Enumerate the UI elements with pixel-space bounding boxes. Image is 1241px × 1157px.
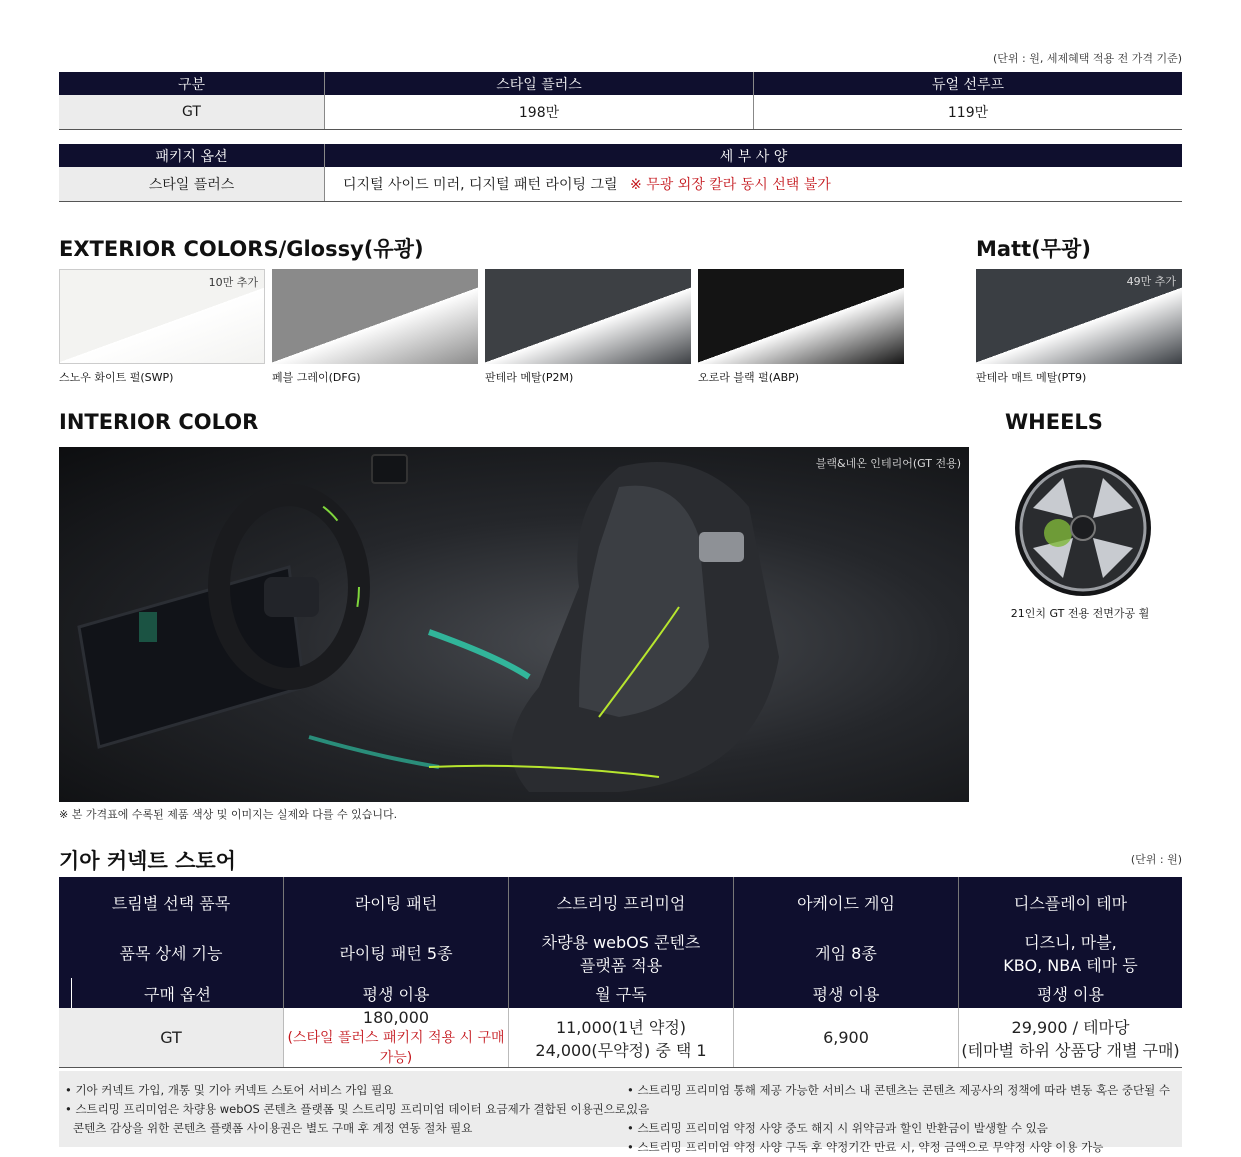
interior-photo-illustration xyxy=(59,447,969,802)
price-cell: 119만 xyxy=(754,95,1183,130)
detail-line: KBO, NBA 테마 등 xyxy=(1003,955,1138,975)
notes-right xyxy=(627,1081,1182,1157)
swatch-label: 판테라 메탈(P2M) xyxy=(485,371,574,384)
streaming-price-line: 24,000(무약정) 중 택 1 xyxy=(535,1040,707,1060)
swatch-aurora-black-pearl[interactable] xyxy=(698,269,904,364)
streaming-price-cell xyxy=(509,1008,734,1068)
note-item: • 기아 커넥트 가입, 개통 및 기아 커넥트 스토어 서비스 가입 필요 xyxy=(65,1083,394,1097)
trim-cell: GT xyxy=(59,95,325,130)
store-header-cell: 디스플레이 테마 xyxy=(959,877,1183,927)
store-header-cell: 스트리밍 프리미엄 xyxy=(509,877,734,927)
detail-cell: 라이팅 패턴 5종 xyxy=(284,927,509,978)
notes-box xyxy=(59,1071,1182,1154)
table-header: 구분 xyxy=(59,72,325,95)
store-header-cell: 라이팅 패턴 xyxy=(284,877,509,927)
table-header: 스타일 플러스 xyxy=(325,72,754,95)
note-item: • 스트리밍 프리미엄 약정 사양 중도 해지 시 위약금과 할인 반환금이 발생할 수 있음 xyxy=(627,1121,1048,1135)
theme-price-cell xyxy=(959,1008,1183,1068)
detail-cell xyxy=(959,927,1183,978)
arcade-price-cell: 6,900 xyxy=(734,1008,959,1068)
purchase-cell: 평생 이용 xyxy=(959,978,1183,1008)
theme-price-line: (테마별 하위 상품당 개별 구매) xyxy=(961,1040,1180,1060)
wheel-illustration xyxy=(1013,458,1153,598)
detail-line: 플랫폼 적용 xyxy=(579,955,663,975)
theme-price-line: 29,900 / 테마당 xyxy=(1011,1017,1130,1037)
price-cell: 198만 xyxy=(325,95,754,130)
lighting-price-cell xyxy=(284,1008,509,1068)
note-item: • 스트리밍 프리미엄 약정 사양 구독 후 약정기간 만료 시, 약정 금액으로 무약정 사양 이용 가능 xyxy=(627,1140,1104,1154)
swatch-snow-white-pearl[interactable] xyxy=(59,269,265,364)
swatch-label: 판테라 매트 메탈(PT9) xyxy=(976,371,1087,384)
store-header-cell: 트림별 선택 품목 xyxy=(59,877,284,927)
interior-photo-tag: 블랙&네온 인테리어(GT 전용) xyxy=(815,457,961,470)
wheels-title: WHEELS xyxy=(1005,410,1103,434)
store-title: 기아 커넥트 스토어 xyxy=(59,849,236,873)
package-detail xyxy=(325,167,1183,202)
swatch-label: 페블 그레이(DFG) xyxy=(272,371,361,384)
interior-photo xyxy=(59,447,969,802)
swatch-panthera-metal[interactable] xyxy=(485,269,691,364)
exterior-matt-title: Matt(무광) xyxy=(976,237,1091,261)
package-note: ※ 무광 외장 칼라 동시 선택 불가 xyxy=(630,177,831,193)
store-trim-cell: GT xyxy=(59,1008,284,1068)
detail-line: 디즈니, 마블, xyxy=(1024,932,1117,952)
swatch-price-tag: 49만 추가 xyxy=(1126,275,1176,288)
wheel-image xyxy=(1013,458,1153,598)
streaming-price-line: 11,000(1년 약정) xyxy=(555,1017,687,1037)
table-header: 듀얼 선루프 xyxy=(754,72,1183,95)
wheel-caption: 21인치 GT 전용 전면가공 휠 xyxy=(1010,607,1150,620)
package-detail-text: 디지털 사이드 미러, 디지털 패턴 라이팅 그릴 xyxy=(343,177,618,193)
notes-left xyxy=(65,1081,630,1138)
store-unit: (단위 : 원) xyxy=(1130,853,1182,866)
swatch-label: 오로라 블랙 펄(ABP) xyxy=(698,371,800,384)
detail-label: 품목 상세 기능 xyxy=(59,927,284,978)
detail-cell xyxy=(509,927,734,978)
detail-line: 차량용 webOS 콘텐츠 xyxy=(541,932,701,952)
image-disclaimer: ※ 본 가격표에 수록된 제품 색상 및 이미지는 실제와 다를 수 있습니다. xyxy=(59,808,398,821)
store-header-cell: 아케이드 게임 xyxy=(734,877,959,927)
lighting-price: 180,000 xyxy=(362,1008,430,1027)
note-item: • 스트리밍 프리미엄 통해 제공 가능한 서비스 내 콘텐츠는 콘텐츠 제공사의 정책에 따라 변동 혹은 중단될 수 있음 xyxy=(627,1083,1170,1116)
purchase-label-cell xyxy=(59,978,284,1008)
swatch-panthera-matte-metal[interactable] xyxy=(976,269,1182,364)
table-header: 세 부 사 양 xyxy=(325,144,1183,167)
table-header: 패키지 옵션 xyxy=(59,144,325,167)
price-unit: (단위 : 원, 세제혜택 적용 전 가격 기준) xyxy=(992,52,1182,65)
swatch-price-tag: 10만 추가 xyxy=(208,276,258,289)
purchase-cell: 평생 이용 xyxy=(734,978,959,1008)
store-table xyxy=(59,877,1182,1068)
package-label: 스타일 플러스 xyxy=(59,167,325,202)
option-price-table xyxy=(59,72,1182,130)
purchase-cell: 평생 이용 xyxy=(284,978,509,1008)
lighting-price-note: (스타일 플러스 패키지 적용 시 구매 가능) xyxy=(287,1030,505,1066)
swatch-label: 스노우 화이트 펄(SWP) xyxy=(59,371,174,384)
detail-cell: 게임 8종 xyxy=(734,927,959,978)
swatch-pebble-gray[interactable] xyxy=(272,269,478,364)
note-item: 콘텐츠 감상을 위한 콘텐츠 플랫폼 사이용권은 별도 구매 후 계정 연동 절차 필요 xyxy=(73,1121,473,1135)
package-table xyxy=(59,144,1182,202)
exterior-glossy-title: EXTERIOR COLORS/Glossy(유광) xyxy=(59,237,424,261)
purchase-cell: 월 구독 xyxy=(509,978,734,1008)
purchase-label: 구매 옵션 xyxy=(71,978,283,1008)
note-item: • 스트리밍 프리미엄은 차량용 webOS 콘텐츠 플랫폼 및 스트리밍 프리미엄 데이터 요금제가 결합된 이용권으로, xyxy=(65,1102,630,1116)
interior-title: INTERIOR COLOR xyxy=(59,410,259,434)
